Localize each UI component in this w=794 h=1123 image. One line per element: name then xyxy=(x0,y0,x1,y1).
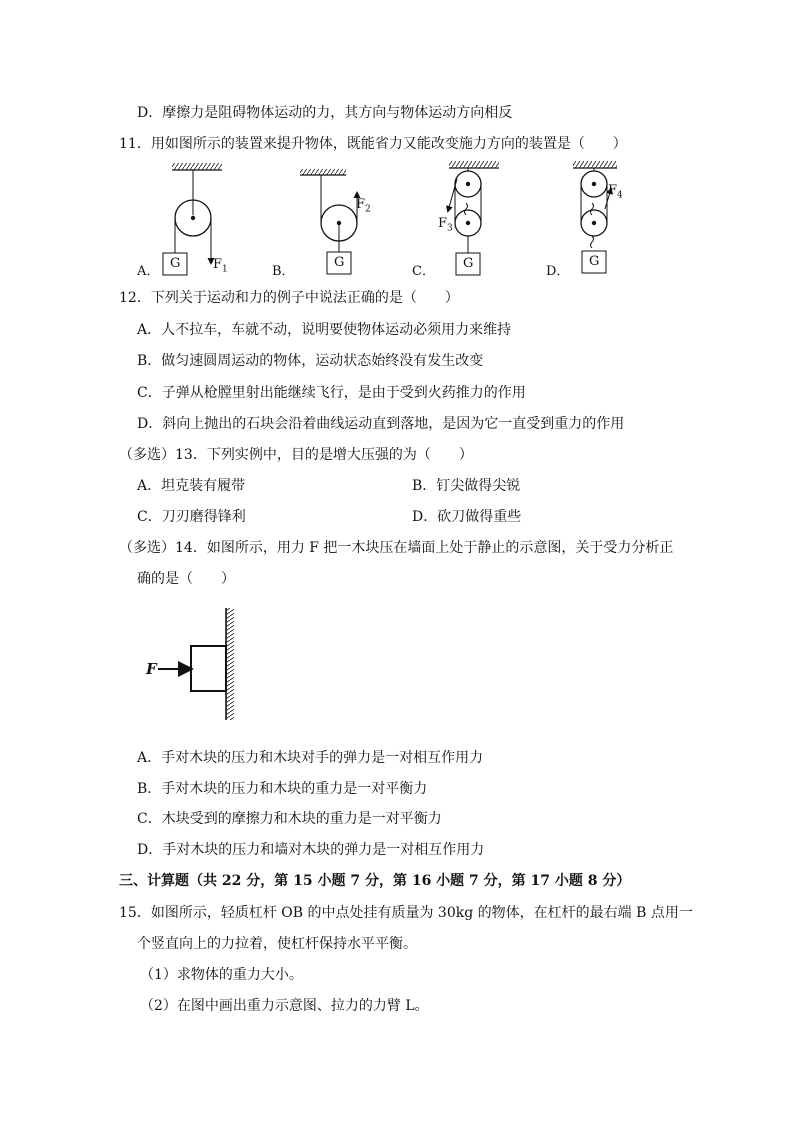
q13-option-a: A．坦克装有履带 xyxy=(137,478,246,494)
force-label-f3: $F_3$ xyxy=(438,216,453,234)
q14-force-label: F xyxy=(146,660,157,678)
q11-label-d: D． xyxy=(546,264,570,279)
q14-option-c: C．木块受到的摩擦力和木块的重力是一对平衡力 xyxy=(137,811,442,827)
weight-label-d: G xyxy=(589,254,600,269)
q11-label-a: A． xyxy=(137,264,160,279)
weight-label-c: G xyxy=(463,256,474,271)
force-label-f4: $F_4$ xyxy=(608,183,623,201)
q11-label-b: B． xyxy=(272,264,295,279)
q14-option-b: B．手对木块的压力和木块的重力是一对平衡力 xyxy=(137,781,428,797)
q13-stem: （多选）13．下列实例中，目的是增大压强的为（ ） xyxy=(119,447,473,463)
q12-option-d: D．斜向上抛出的石块会沿着曲线运动直到落地，是因为它一直受到重力的作用 xyxy=(137,416,625,432)
q15-subquestion-2: （2）在图中画出重力示意图、拉力的力臂 L。 xyxy=(140,998,429,1014)
pulley-figure-b xyxy=(300,169,357,274)
q15-subquestion-1: （1）求物体的重力大小。 xyxy=(140,967,303,983)
q13-option-d: D．砍刀做得重些 xyxy=(412,509,522,525)
q14-option-a: A．手对木块的压力和木块对手的弹力是一对相互作用力 xyxy=(137,750,484,766)
q15-stem-line1: 15．如图所示，轻质杠杆 OB 的中点处挂有质量为 30kg 的物体，在杠杆的最右端 B 点用一 xyxy=(119,905,693,921)
weight-label-b: G xyxy=(334,255,345,270)
q12-option-c: C．子弹从枪膛里射出能继续飞行，是由于受到火药推力的作用 xyxy=(137,385,526,401)
q14-wall-block-figure xyxy=(140,604,260,724)
q14-stem-line2: 确的是（ ） xyxy=(137,571,235,587)
q12-option-b: B．做匀速圆周运动的物体，运动状态始终没有发生改变 xyxy=(137,353,484,369)
q12-option-a: A．人不拉车，车就不动，说明要使物体运动必须用力来维持 xyxy=(137,322,512,338)
q13-option-c: C．刀刃磨得锋利 xyxy=(137,509,246,525)
q15-stem-line2: 个竖直向上的力拉着，使杠杆保持水平平衡。 xyxy=(137,936,417,952)
q11-stem: 11．用如图所示的装置来提升物体，既能省力又能改变施力方向的装置是（ ） xyxy=(119,136,627,152)
pulley-figure-c xyxy=(448,161,499,275)
q10-option-d: D．摩擦力是阻碍物体运动的力，其方向与物体运动方向相反 xyxy=(137,105,513,121)
section-three-title: 三、计算题（共 22 分，第 15 小题 7 分，第 16 小题 7 分，第 17 小题 8 分） xyxy=(119,873,631,889)
q11-label-c: C． xyxy=(412,264,435,279)
force-label-f2: $F_2$ xyxy=(356,197,371,215)
q14-option-d: D．手对木块的压力和墙对木块的弹力是一对相互作用力 xyxy=(137,842,485,858)
q12-stem: 12．下列关于运动和力的例子中说法正确的是（ ） xyxy=(119,290,459,306)
q13-option-b: B．钉尖做得尖锐 xyxy=(412,478,521,494)
q11-pulley-figures xyxy=(0,155,794,305)
force-label-f1: $F_1$ xyxy=(213,257,228,275)
weight-label-a: G xyxy=(170,256,181,271)
q14-stem-line1: （多选）14．如图所示，用力 F 把一木块压在墙面上处于静止的示意图，关于受力分析正 xyxy=(119,540,674,556)
